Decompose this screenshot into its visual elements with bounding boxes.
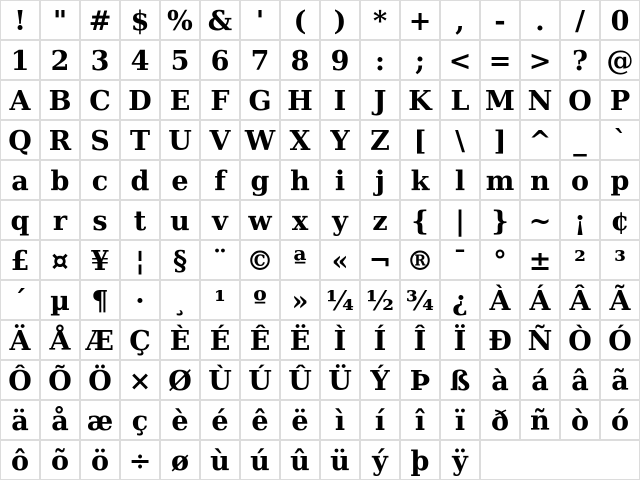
glyph-cell[interactable]: W (241, 121, 279, 159)
glyph-cell[interactable]: ä (1, 401, 39, 439)
glyph-cell[interactable]: - (481, 1, 519, 39)
glyph-cell[interactable]: ß (441, 361, 479, 399)
glyph-cell[interactable]: ¥ (81, 241, 119, 279)
glyph-cell[interactable]: ² (561, 241, 599, 279)
glyph-cell[interactable]: × (121, 361, 159, 399)
glyph-cell[interactable]: p (601, 161, 639, 199)
glyph-cell[interactable]: Ó (601, 321, 639, 359)
glyph-cell[interactable]: % (161, 1, 199, 39)
glyph-cell[interactable]: Ï (441, 321, 479, 359)
glyph-cell[interactable]: x (281, 201, 319, 239)
glyph-cell[interactable]: t (121, 201, 159, 239)
glyph-cell[interactable]: ü (321, 441, 359, 479)
glyph-cell[interactable]: X (281, 121, 319, 159)
glyph-cell[interactable]: ò (561, 401, 599, 439)
glyph-cell[interactable]: ° (481, 241, 519, 279)
glyph-cell[interactable]: ® (401, 241, 439, 279)
empty-cells (481, 441, 639, 479)
glyph-cell[interactable]: ` (601, 121, 639, 159)
glyph-cell[interactable]: n (521, 161, 559, 199)
glyph-cell[interactable]: ¸ (161, 281, 199, 319)
glyph-cell[interactable]: I (321, 81, 359, 119)
glyph-cell[interactable]: K (401, 81, 439, 119)
glyph-cell[interactable]: 7 (241, 41, 279, 79)
glyph-cell[interactable]: è (161, 401, 199, 439)
glyph-cell[interactable]: E (161, 81, 199, 119)
glyph-cell[interactable]: > (521, 41, 559, 79)
glyph-cell[interactable]: ø (161, 441, 199, 479)
glyph-cell[interactable]: 0 (601, 1, 639, 39)
glyph-cell[interactable]: ¦ (121, 241, 159, 279)
glyph-cell[interactable]: 3 (81, 41, 119, 79)
glyph-cell[interactable]: Î (401, 321, 439, 359)
glyph-cell[interactable]: " (41, 1, 79, 39)
glyph-cell[interactable]: z (361, 201, 399, 239)
glyph-cell[interactable]: ¡ (561, 201, 599, 239)
glyph-cell[interactable]: / (561, 1, 599, 39)
glyph-cell[interactable]: ^ (521, 121, 559, 159)
glyph-cell[interactable]: + (401, 1, 439, 39)
glyph-cell[interactable]: ô (1, 441, 39, 479)
glyph-cell[interactable]: Õ (41, 361, 79, 399)
glyph-cell[interactable]: q (1, 201, 39, 239)
glyph-cell[interactable]: ? (561, 41, 599, 79)
glyph-cell[interactable]: R (41, 121, 79, 159)
glyph-cell[interactable]: Â (561, 281, 599, 319)
glyph-cell[interactable]: F (201, 81, 239, 119)
glyph-cell[interactable]: l (441, 161, 479, 199)
glyph-cell[interactable]: < (441, 41, 479, 79)
glyph-cell[interactable]: ' (241, 1, 279, 39)
glyph-cell[interactable]: Û (281, 361, 319, 399)
glyph-cell[interactable]: j (361, 161, 399, 199)
glyph-cell[interactable]: ¿ (441, 281, 479, 319)
glyph-cell[interactable]: O (561, 81, 599, 119)
glyph-cell[interactable]: B (41, 81, 79, 119)
glyph-cell[interactable]: $ (121, 1, 159, 39)
glyph-cell[interactable]: ! (1, 1, 39, 39)
glyph-cell[interactable]: m (481, 161, 519, 199)
glyph-cell[interactable]: ; (401, 41, 439, 79)
glyph-cell[interactable]: V (201, 121, 239, 159)
glyph-cell[interactable]: ö (81, 441, 119, 479)
glyph-cell[interactable]: ÷ (121, 441, 159, 479)
glyph-cell[interactable]: ¨ (201, 241, 239, 279)
glyph-cell[interactable]: H (281, 81, 319, 119)
glyph-cell[interactable]: » (281, 281, 319, 319)
glyph-cell[interactable]: ¬ (361, 241, 399, 279)
glyph-cell[interactable]: L (441, 81, 479, 119)
glyph-cell[interactable]: Ð (481, 321, 519, 359)
glyph-cell[interactable]: È (161, 321, 199, 359)
glyph-cell[interactable]: : (361, 41, 399, 79)
glyph-cell[interactable]: Á (521, 281, 559, 319)
glyph-cell[interactable]: b (41, 161, 79, 199)
glyph-cell[interactable]: Æ (81, 321, 119, 359)
glyph-cell[interactable]: ´ (1, 281, 39, 319)
glyph-cell[interactable]: Å (41, 321, 79, 359)
glyph-cell[interactable]: 4 (121, 41, 159, 79)
glyph-cell[interactable]: ¯ (441, 241, 479, 279)
glyph-cell[interactable]: U (161, 121, 199, 159)
glyph-cell[interactable]: Ë (281, 321, 319, 359)
glyph-cell[interactable]: Q (1, 121, 39, 159)
glyph-cell[interactable]: ú (241, 441, 279, 479)
glyph-cell[interactable]: ¹ (201, 281, 239, 319)
glyph-cell[interactable]: d (121, 161, 159, 199)
glyph-cell[interactable]: . (521, 1, 559, 39)
glyph-cell[interactable]: 5 (161, 41, 199, 79)
glyph-cell[interactable]: y (321, 201, 359, 239)
glyph-cell[interactable]: Ô (1, 361, 39, 399)
glyph-cell[interactable]: ~ (521, 201, 559, 239)
glyph-cell[interactable]: ¾ (401, 281, 439, 319)
glyph-cell[interactable]: c (81, 161, 119, 199)
glyph-cell[interactable]: º (241, 281, 279, 319)
glyph-cell[interactable]: S (81, 121, 119, 159)
glyph-cell[interactable]: ý (361, 441, 399, 479)
glyph-cell[interactable]: 8 (281, 41, 319, 79)
glyph-cell[interactable]: 6 (201, 41, 239, 79)
glyph-cell[interactable]: f (201, 161, 239, 199)
glyph-cell[interactable]: , (441, 1, 479, 39)
glyph-cell[interactable]: D (121, 81, 159, 119)
glyph-cell[interactable]: Y (321, 121, 359, 159)
glyph-cell[interactable]: Ú (241, 361, 279, 399)
glyph-cell[interactable]: Ù (201, 361, 239, 399)
glyph-cell[interactable]: T (121, 121, 159, 159)
glyph-cell[interactable]: é (201, 401, 239, 439)
glyph-cell[interactable]: 2 (41, 41, 79, 79)
glyph-cell[interactable]: « (321, 241, 359, 279)
glyph-cell[interactable]: æ (81, 401, 119, 439)
glyph-cell[interactable]: ñ (521, 401, 559, 439)
glyph-cell[interactable]: Ö (81, 361, 119, 399)
glyph-cell[interactable]: þ (401, 441, 439, 479)
glyph-cell[interactable]: à (481, 361, 519, 399)
glyph-cell[interactable]: £ (1, 241, 39, 279)
glyph-cell[interactable]: ÿ (441, 441, 479, 479)
glyph-cell[interactable]: ù (201, 441, 239, 479)
glyph-cell[interactable]: § (161, 241, 199, 279)
glyph-cell[interactable]: 9 (321, 41, 359, 79)
glyph-cell[interactable]: h (281, 161, 319, 199)
glyph-cell[interactable]: Ý (361, 361, 399, 399)
glyph-cell[interactable]: Ê (241, 321, 279, 359)
glyph-cell[interactable]: ( (281, 1, 319, 39)
glyph-cell[interactable]: ì (321, 401, 359, 439)
glyph-cell[interactable]: ) (321, 1, 359, 39)
glyph-cell[interactable]: ³ (601, 241, 639, 279)
glyph-cell[interactable]: M (481, 81, 519, 119)
glyph-cell[interactable]: õ (41, 441, 79, 479)
glyph-cell[interactable]: u (161, 201, 199, 239)
glyph-cell[interactable]: ð (481, 401, 519, 439)
glyph-cell[interactable]: ¤ (41, 241, 79, 279)
glyph-cell[interactable]: e (161, 161, 199, 199)
glyph-cell[interactable]: ¶ (81, 281, 119, 319)
glyph-cell[interactable]: { (401, 201, 439, 239)
glyph-cell[interactable]: Í (361, 321, 399, 359)
glyph-cell[interactable]: | (441, 201, 479, 239)
glyph-cell[interactable]: · (121, 281, 159, 319)
glyph-cell[interactable]: ê (241, 401, 279, 439)
glyph-cell[interactable]: = (481, 41, 519, 79)
glyph-cell[interactable]: À (481, 281, 519, 319)
glyph-cell[interactable]: o (561, 161, 599, 199)
glyph-cell[interactable]: N (521, 81, 559, 119)
glyph-cell[interactable]: Ü (321, 361, 359, 399)
glyph-cell[interactable]: Ã (601, 281, 639, 319)
glyph-cell[interactable]: r (41, 201, 79, 239)
glyph-cell[interactable]: ã (601, 361, 639, 399)
glyph-cell[interactable]: Ç (121, 321, 159, 359)
glyph-cell[interactable]: * (361, 1, 399, 39)
glyph-cell[interactable]: Ä (1, 321, 39, 359)
glyph-cell[interactable]: J (361, 81, 399, 119)
glyph-cell[interactable]: µ (41, 281, 79, 319)
glyph-cell[interactable]: ë (281, 401, 319, 439)
glyph-cell[interactable]: Ì (321, 321, 359, 359)
glyph-cell[interactable]: & (201, 1, 239, 39)
glyph-cell[interactable]: Ñ (521, 321, 559, 359)
glyph-cell[interactable]: ï (441, 401, 479, 439)
glyph-cell[interactable]: Þ (401, 361, 439, 399)
glyph-cell[interactable]: i (321, 161, 359, 199)
glyph-cell[interactable]: û (281, 441, 319, 479)
glyph-cell[interactable]: Z (361, 121, 399, 159)
glyph-cell[interactable]: G (241, 81, 279, 119)
glyph-cell[interactable]: ó (601, 401, 639, 439)
glyph-cell[interactable]: @ (601, 41, 639, 79)
glyph-cell[interactable]: s (81, 201, 119, 239)
glyph-cell[interactable]: ª (281, 241, 319, 279)
glyph-cell[interactable]: # (81, 1, 119, 39)
glyph-cell[interactable]: ± (521, 241, 559, 279)
glyph-cell[interactable]: _ (561, 121, 599, 159)
glyph-cell[interactable]: P (601, 81, 639, 119)
glyph-cell[interactable]: ç (121, 401, 159, 439)
glyph-cell[interactable]: C (81, 81, 119, 119)
glyph-cell[interactable]: \ (441, 121, 479, 159)
glyph-cell[interactable]: í (361, 401, 399, 439)
glyph-cell[interactable]: A (1, 81, 39, 119)
glyph-cell[interactable]: î (401, 401, 439, 439)
glyph-cell[interactable]: ¢ (601, 201, 639, 239)
glyph-cell[interactable]: w (241, 201, 279, 239)
glyph-cell[interactable]: â (561, 361, 599, 399)
glyph-cell[interactable]: á (521, 361, 559, 399)
glyph-cell[interactable]: ½ (361, 281, 399, 319)
glyph-cell[interactable]: Ò (561, 321, 599, 359)
glyph-cell[interactable]: Ø (161, 361, 199, 399)
glyph-cell[interactable]: ¼ (321, 281, 359, 319)
glyph-cell[interactable]: ] (481, 121, 519, 159)
glyph-cell[interactable]: [ (401, 121, 439, 159)
glyph-cell[interactable]: a (1, 161, 39, 199)
glyph-cell[interactable]: v (201, 201, 239, 239)
glyph-cell[interactable]: k (401, 161, 439, 199)
glyph-cell[interactable]: É (201, 321, 239, 359)
glyph-cell[interactable]: } (481, 201, 519, 239)
glyph-cell[interactable]: g (241, 161, 279, 199)
glyph-cell[interactable]: å (41, 401, 79, 439)
glyph-cell[interactable]: © (241, 241, 279, 279)
glyph-cell[interactable]: 1 (1, 41, 39, 79)
